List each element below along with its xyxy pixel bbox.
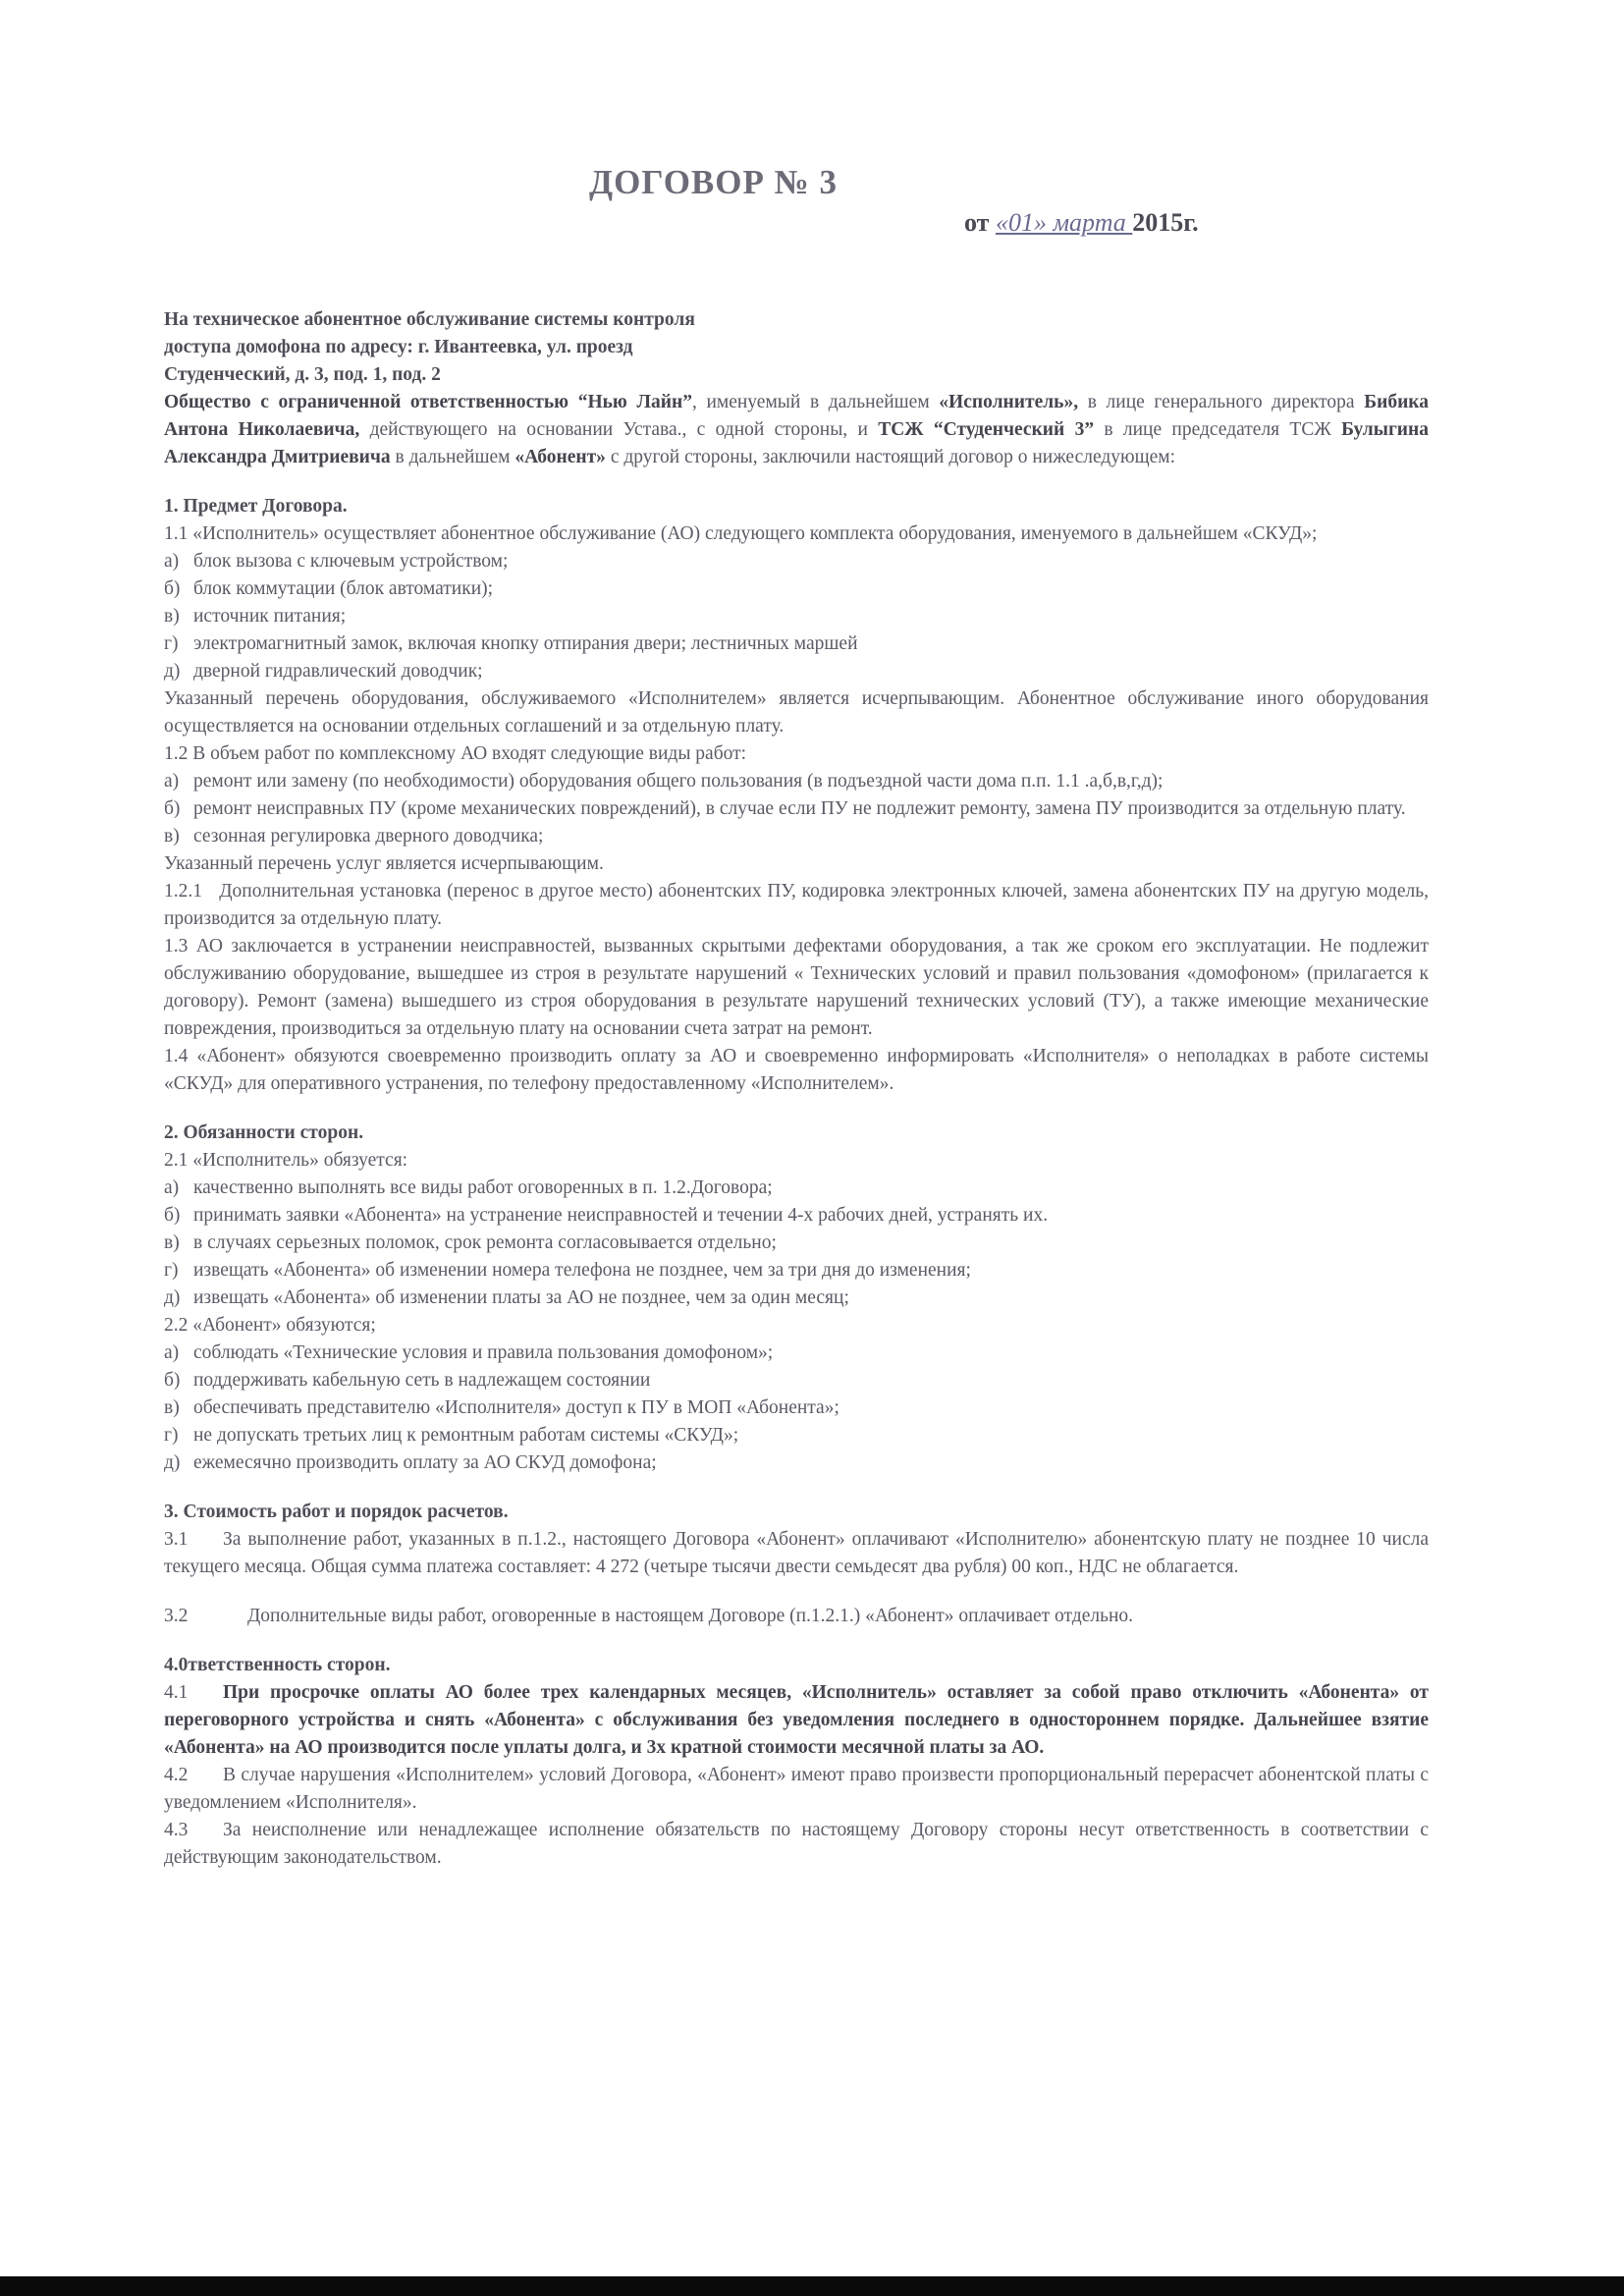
list-item: в) в случаях серьезных поломок, срок ремонта согласовывается отдельно; bbox=[164, 1232, 777, 1253]
scan-border bbox=[0, 2276, 1624, 2296]
date-value: «01» марта bbox=[995, 208, 1133, 237]
executor-term: «Исполнитель», bbox=[939, 392, 1079, 412]
clause-4-3: 4.3 За неисполнение или ненадлежащее исполнение обязательств по настоящему Договору стороны несут ответственность в соответствии с действующим законодательством. bbox=[164, 1820, 1429, 1868]
clause-1-1: 1.1 «Исполнитель» осуществляет абонентное обслуживание (АО) следующего комплекта оборудования, именуемого в дальнейшем «СКУД»; bbox=[164, 523, 1318, 544]
list-item: б) блок коммутации (блок автоматики); bbox=[164, 578, 494, 599]
date-prefix: от bbox=[964, 208, 996, 237]
list-item: б) поддерживать кабельную сеть в надлежащем состоянии bbox=[164, 1370, 651, 1391]
chairman-name: Булыгина Александра Дмитриевича bbox=[164, 419, 1430, 467]
list-item: г) не допускать третьих лиц к ремонтным работам системы «СКУД»; bbox=[164, 1425, 739, 1446]
section-heading: 2. Обязанности сторон. bbox=[164, 1122, 364, 1143]
list-item: в) сезонная регулировка дверного доводчика; bbox=[164, 826, 544, 847]
clause-2-1: 2.1 «Исполнитель» обязуется: bbox=[164, 1150, 408, 1171]
clause-3-1: 3.1 За выполнение работ, указанных в п.1.2., настоящего Договора «Абонент» оплачивают «Исполнителю» абонентскую плату не позднее 10 числа текущего месяца. Общая сумма платежа составляет: 4 272 (четыре тысячи двести семьдесят два рубля) 00 коп., НДС не облагается. bbox=[164, 1529, 1429, 1577]
tszh-name: ТСЖ “Студенческий 3” bbox=[878, 419, 1095, 440]
list-item: а) соблюдать «Технические условия и правила пользования домофоном»; bbox=[164, 1342, 774, 1363]
list-item: г) извещать «Абонента» об изменении номера телефона не позднее, чем за три дня до изменения; bbox=[164, 1260, 971, 1281]
section-heading: 3. Стоимость работ и порядок расчетов. bbox=[164, 1502, 509, 1522]
paragraph: Указанный перечень оборудования, обслуживаемого «Исполнителем» является исчерпывающим. Абонентное обслуживание иного оборудования осуществляется на основании отдельных соглашений и за отдельную плату. bbox=[164, 688, 1429, 737]
list-item: б) ремонт неисправных ПУ (кроме механических повреждений), в случае если ПУ не подлежит ремонту, замена ПУ производится за отдельную плату. bbox=[164, 798, 1406, 819]
date-year: 2015г. bbox=[1132, 208, 1199, 237]
clause-1-3: 1.3 АО заключается в устранении неисправностей, вызванных скрытыми дефектами оборудования, а так же сроком его эксплуатации. Не подлежит обслуживанию оборудование, вышедшее из строя в результате нарушений « Технических условий и правил пользования «домофоном» (прилагается к договору). Ремонт (замена) вышедшего из строя оборудования в результате нарушений технических условий (ТУ), а также имеющие механические повреждения, производиться за отдельную плату на основании счета затрат на ремонт. bbox=[164, 936, 1429, 1039]
list-item: д) извещать «Абонента» об изменении платы за АО не позднее, чем за один месяц; bbox=[164, 1287, 849, 1308]
clause-4-2: 4.2 В случае нарушения «Исполнителем» условий Договора, «Абонент» имеют право произвести пропорциональный перерасчет абонентской платы с уведомлением «Исполнителя». bbox=[164, 1765, 1429, 1813]
section-heading: 4.0тветственность сторон. bbox=[164, 1655, 391, 1675]
clause-4-1: 4.1 При просрочке оплаты АО более трех календарных месяцев, «Исполнитель» оставляет за собой право отключить «Абонента» от переговорного устройства и снять «Абонента» с обслуживания без уведомления последнего в одностороннем порядке. Дальнейшее взятие «Абонента» на АО производится после уплаты долга, и 3х кратной стоимости месячной платы за АО. bbox=[164, 1682, 1429, 1758]
clause-1-2: 1.2 В объем работ по комплексному АО входят следующие виды работ: bbox=[164, 743, 747, 764]
clause-2-2: 2.2 «Абонент» обязуются; bbox=[164, 1315, 376, 1336]
list-item: д) ежемесячно производить оплату за АО СКУД домофона; bbox=[164, 1452, 657, 1473]
list-item: б) принимать заявки «Абонента» на устранение неисправностей и течении 4-х рабочих дней, устранять их. bbox=[164, 1205, 1049, 1226]
document-date bbox=[964, 208, 1199, 238]
document-title: ДОГОВОР № 3 bbox=[589, 163, 839, 201]
section-heading: 1. Предмет Договора. bbox=[164, 496, 348, 517]
list-item: в) источник питания; bbox=[164, 606, 347, 627]
paragraph: Указанный перечень услуг является исчерпывающим. bbox=[164, 853, 604, 874]
clause-1-2-1: 1.2.1 Дополнительная установка (перенос в другое место) абонентских ПУ, кодировка электронных ключей, замена абонентских ПУ на другую модель, производится за отдельную плату. bbox=[164, 881, 1429, 929]
clause-1-4: 1.4 «Абонент» обязуются своевременно производить оплату за АО и своевременно информировать «Исполнителя» о неполадках в работе системы «СКУД» для оперативного устранения, по телефону предоставленному «Исполнителем». bbox=[164, 1046, 1429, 1094]
subject-line: Студенческий, д. 3, под. 1, под. 2 bbox=[164, 364, 441, 385]
list-item: а) блок вызова с ключевым устройством; bbox=[164, 551, 509, 572]
subscriber-term: «Абонент» bbox=[514, 447, 606, 467]
intro-paragraph: Общество с ограниченной ответственностью “Нью Лайн”, именуемый в дальнейшем «Исполнитель», в лице генерального директора Бибика Антона Николаевича, действующего на основании Устава., с одной стороны, и ТСЖ “Студенческий 3” в лице председателя ТСЖ Булыгина Александра Дмитриевича в дальнейшем «Абонент» с другой стороны, заключили настоящий договор о нижеследующем: bbox=[164, 392, 1430, 467]
org-name: Общество с ограниченной ответственностью “Нью Лайн” bbox=[164, 392, 692, 412]
document-body bbox=[164, 306, 1429, 1872]
list-item: г) электромагнитный замок, включая кнопку отпирания двери; лестничных маршей bbox=[164, 633, 858, 654]
list-item: а) качественно выполнять все виды работ оговоренных в п. 1.2.Договора; bbox=[164, 1177, 773, 1198]
list-item: в) обеспечивать представителю «Исполнителя» доступ к ПУ в МОП «Абонента»; bbox=[164, 1397, 839, 1418]
clause-3-2: 3.2 Дополнительные виды работ, оговоренные в настоящем Договоре (п.1.2.1.) «Абонент» оплачивает отдельно. bbox=[164, 1606, 1134, 1626]
list-item: д) дверной гидравлический доводчик; bbox=[164, 661, 483, 682]
subject-line: доступа домофона по адресу: г. Ивантеевка, ул. проезд bbox=[164, 337, 633, 357]
subject-line: На техническое абонентное обслуживание системы контроля bbox=[164, 309, 695, 330]
list-item: а) ремонт или замену (по необходимости) оборудования общего пользования (в подъездной части дома п.п. 1.1 .а,б,в,г,д); bbox=[164, 771, 1164, 792]
director-name: Бибика Антона Николаевича, bbox=[164, 392, 1429, 440]
